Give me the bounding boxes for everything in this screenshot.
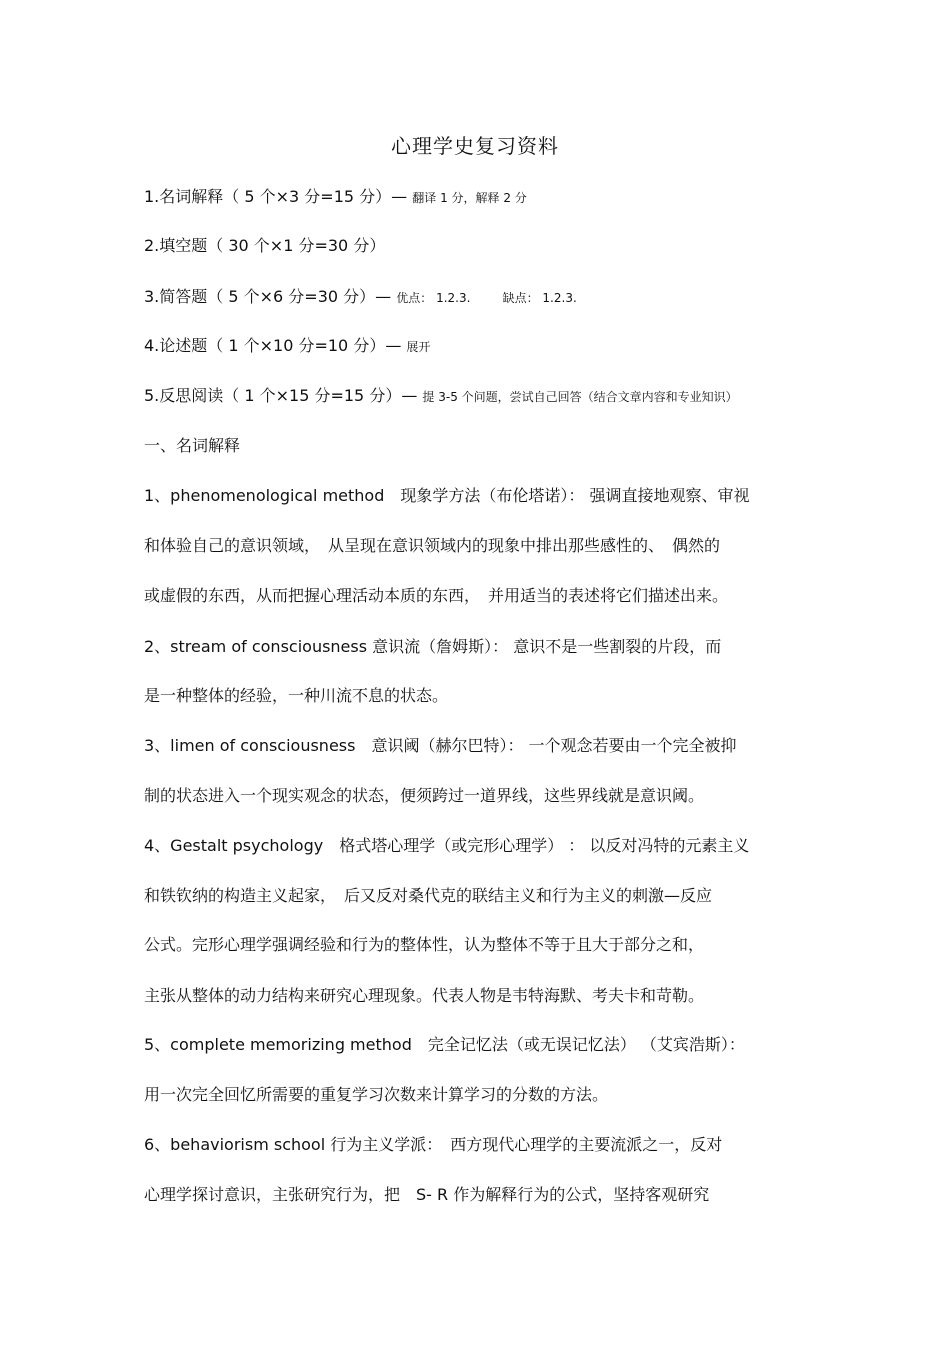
term-4-line-3: 公式。完形心理学强调经验和行为的整体性，认为整体不等于且大于部分之和， xyxy=(144,935,705,954)
exam-item-3-note-cons: 缺点： 1.2.3. xyxy=(502,291,577,305)
term-4-line-1: 4、Gestalt psychology 格式塔心理学（或完形心理学） ： 以反对冯特的元素主义 xyxy=(144,836,750,855)
exam-item-4-note: 展开 xyxy=(406,340,431,354)
term-6-line-2: 心理学探讨意识，主张研究行为，把 S- R 作为解释行为的公式，坚持客观研究 xyxy=(144,1185,710,1204)
term-6-line-1: 6、behaviorism school 行为主义学派： 西方现代心理学的主要流派之一，反对 xyxy=(144,1135,723,1154)
exam-item-3-note-pros: 优点： 1.2.3. xyxy=(396,291,471,305)
term-2-line-2: 是一种整体的经验，一种川流不息的状态。 xyxy=(144,686,449,705)
exam-item-1 xyxy=(144,184,527,207)
exam-item-3 xyxy=(144,284,577,307)
term-5-line-1: 5、complete memorizing method 完全记忆法（或无误记忆法） （艾宾浩斯）： xyxy=(144,1035,745,1054)
exam-item-3-main: 3.简答题（ 5 个×6 分=30 分）— xyxy=(144,287,392,306)
term-1-line-3: 或虚假的东西，从而把握心理活动本质的东西， 并用适当的表述将它们描述出来。 xyxy=(144,586,729,605)
term-5-line-2: 用一次完全回忆所需要的重复学习次数来计算学习的分数的方法。 xyxy=(144,1085,609,1104)
exam-item-5-main: 5.反思阅读（ 1 个×15 分=15 分）— xyxy=(144,386,418,405)
exam-item-5 xyxy=(144,383,738,406)
term-4-line-2: 和铁钦纳的构造主义起家， 后又反对桑代克的联结主义和行为主义的刺激—反应 xyxy=(144,886,713,905)
exam-item-2-main: 2.填空题（ 30 个×1 分=30 分） xyxy=(144,236,386,255)
term-3-line-2: 制的状态进入一个现实观念的状态，便须跨过一道界线，这些界线就是意识阈。 xyxy=(144,786,705,805)
term-4-line-4: 主张从整体的动力结构来研究心理现象。代表人物是韦特海默、考夫卡和苛勒。 xyxy=(144,986,705,1005)
section-heading: 一、名词解释 xyxy=(144,436,241,455)
exam-item-5-note: 提 3-5 个问题，尝试自己回答（结合文章内容和专业知识） xyxy=(422,390,738,404)
exam-item-4-main: 4.论述题（ 1 个×10 分=10 分）— xyxy=(144,336,402,355)
term-3-line-1: 3、limen of consciousness 意识阈（赫尔巴特）： 一个观念若要由一个完全被抑 xyxy=(144,736,737,755)
document-title: 心理学史复习资料 xyxy=(391,134,559,158)
exam-item-1-note: 翻译 1 分，解释 2 分 xyxy=(412,191,527,205)
exam-item-2 xyxy=(144,233,385,256)
term-1-line-2: 和体验自己的意识领域， 从呈现在意识领域内的现象中排出那些感性的、 偶然的 xyxy=(144,536,721,555)
term-1-line-1: 1、phenomenological method 现象学方法（布伦塔诺）： 强调直接地观察、审视 xyxy=(144,486,750,505)
exam-item-4 xyxy=(144,333,430,356)
exam-item-1-main: 1.名词解释（ 5 个×3 分=15 分）— xyxy=(144,187,408,206)
term-2-line-1: 2、stream of consciousness 意识流（詹姆斯）： 意识不是一些割裂的片段，而 xyxy=(144,637,722,656)
